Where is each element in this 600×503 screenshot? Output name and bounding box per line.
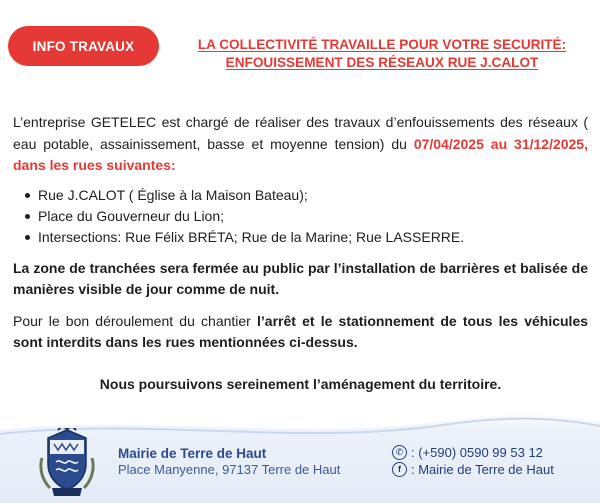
list-item [25, 185, 588, 206]
parking-paragraph [13, 311, 588, 354]
closing-statement: Nous poursuivons sereinement l’aménagement du territoire. [99, 375, 502, 392]
bullet-icon [25, 214, 30, 219]
street-label: Intersections: Rue Félix BRÉTA; Rue de la Marine; Rue LASSERRE. [38, 228, 465, 245]
street-list [13, 185, 588, 248]
headline-line-1: LA COLLECTIVITÉ TRAVAILLE POUR VOTRE SECURITÉ: [197, 37, 567, 52]
street-label: Place du Gouverneur du Lion; [38, 207, 225, 224]
parking-ban: l’arrêt et le stationnement de tous les véhicules sont interdits dans les rues mentionnées ci-dessus. [13, 312, 589, 350]
mairie-name: Mairie de Terre de Haut [118, 446, 267, 461]
notice-body [13, 112, 588, 395]
coat-of-arms-icon [36, 428, 98, 498]
bullet-icon [25, 235, 30, 240]
bullet-icon [25, 193, 30, 198]
intro-paragraph [13, 112, 588, 177]
list-item [25, 206, 588, 227]
phone-contact[interactable] [392, 445, 543, 460]
list-item [25, 227, 588, 248]
info-travaux-badge: INFO TRAVAUX [8, 26, 159, 66]
headline-line-2: ENFOUISSEMENT DES RÉSEAUX RUE J.CALOT [225, 55, 539, 70]
phone-number: : (+590) 0590 99 53 12 [411, 445, 543, 460]
facebook-icon: f [392, 462, 407, 477]
zone-paragraph: La zone de tranchées sera fermée au public par l’installation de barrières et balisée de manières visible de jour comme de nuit. [13, 259, 588, 297]
mairie-address: Place Manyenne, 97137 Terre de Haut [118, 462, 341, 477]
page-title [170, 36, 594, 72]
facebook-page: : Mairie de Terre de Haut [411, 462, 554, 477]
work-dates: 07/04/2025 au 31/12/2025, dans les rues suivantes: [13, 135, 588, 173]
street-label: Rue J.CALOT ( Église à la Maison Bateau); [38, 186, 308, 203]
phone-icon: ✆ [392, 445, 407, 460]
parking-intro: Pour le bon déroulement du chantier [13, 312, 251, 329]
intro-text: L’entreprise GETELEC est chargé de réaliser des travaux d’enfouissements des réseaux ( eau potable, assainissement, basse et moyenne tension) du [13, 114, 588, 152]
facebook-contact[interactable] [392, 462, 554, 477]
